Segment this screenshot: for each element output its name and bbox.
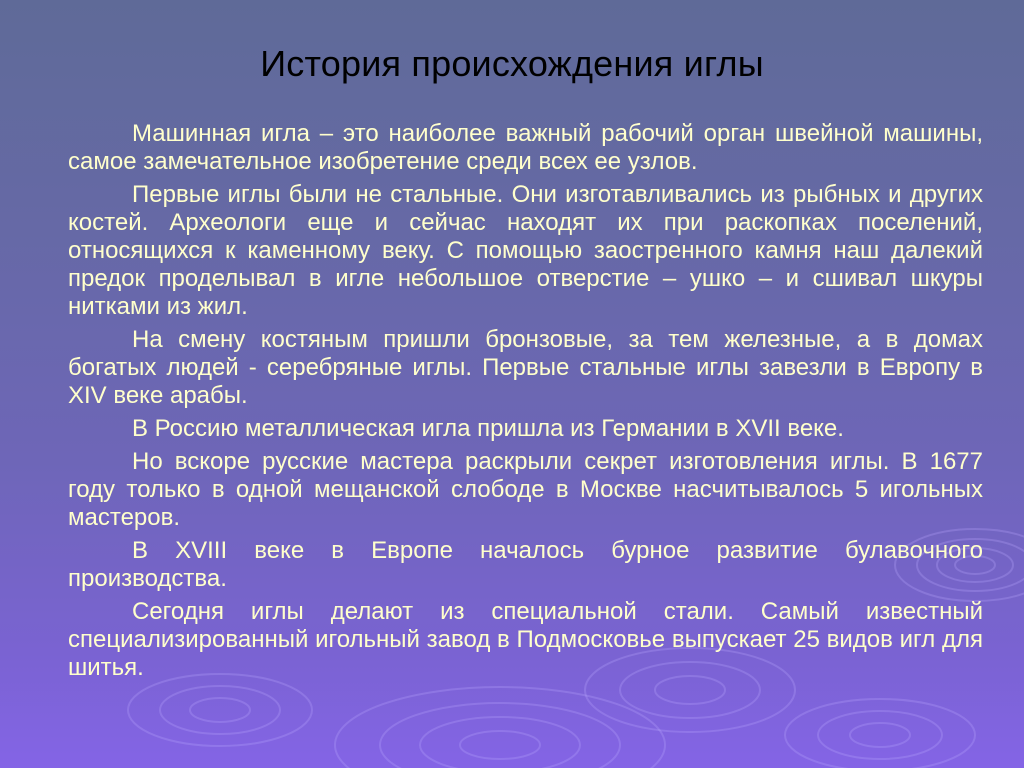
paragraph-pin-production: В XVIII веке в Европе началось бурное развитие булавочного производства. <box>68 537 983 592</box>
paragraph-first-needles: Первые иглы были не стальные. Они изготавливались из рыбных и других костей. Археологи еще и сейчас находят их при раскопках поселений, относящихся к каменному веку. С помощью заостренного камня наш далекий предок проделывал в игле небольшое отверстие – ушко – и сшивал шкуры нитками из жил. <box>68 181 983 320</box>
paragraph-bronze-iron-needles: На смену костяным пришли бронзовые, за тем железные, а в домах богатых людей - серебряные иглы. Первые стальные иглы завезли в Европу в XIV веке арабы. <box>68 326 983 409</box>
slide-body <box>68 120 983 687</box>
slide-title: История происхождения иглы <box>260 43 764 84</box>
paragraph-russian-masters: Но вскоре русские мастера раскрыли секрет изготовления иглы. В 1677 году только в одной мещанской слободе в Москве насчитывалось 5 игольных мастеров. <box>68 448 983 531</box>
paragraph-machine-needle: Машинная игла – это наиболее важный рабочий орган швейной машины, самое замечательное изобретение среди всех ее узлов. <box>68 120 983 175</box>
paragraph-modern-needles: Сегодня иглы делают из специальной стали. Самый известный специализированный игольный завод в Подмосковье выпускает 25 видов игл для шитья. <box>68 598 983 681</box>
paragraph-needle-in-russia: В Россию металлическая игла пришла из Германии в XVII веке. <box>132 415 844 442</box>
